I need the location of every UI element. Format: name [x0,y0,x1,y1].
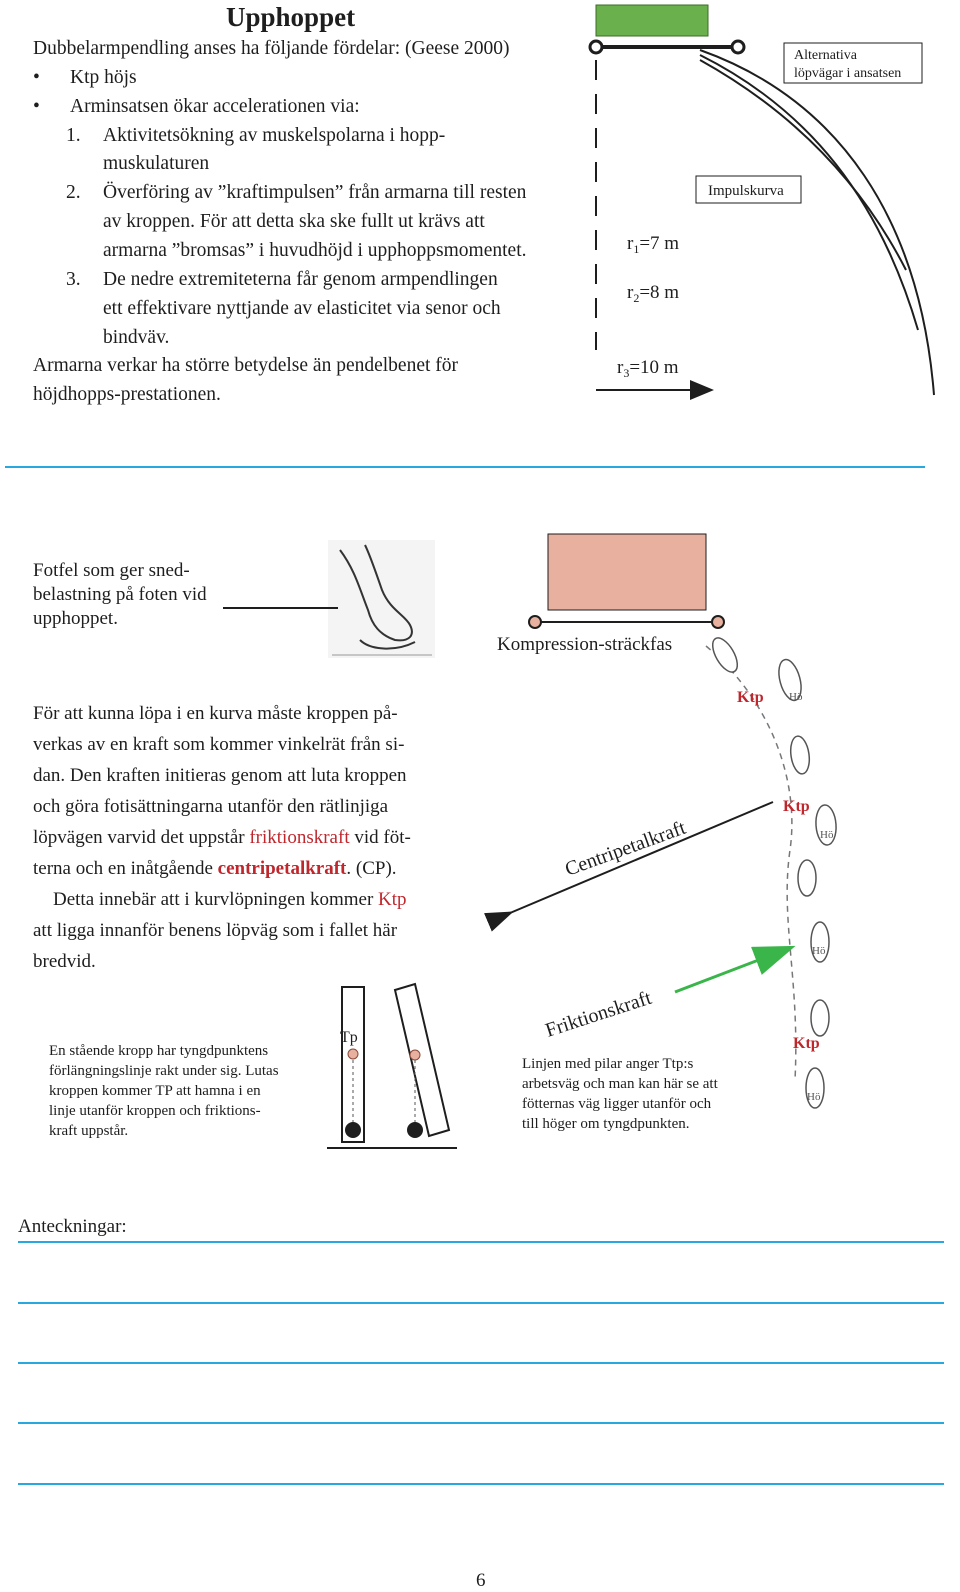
bullet-item: Ktp höjs [70,67,137,88]
stance-line: kroppen kommer TP att hamna i en [49,1083,261,1099]
list-number: 3. [66,269,81,290]
kurva-line: terna och en inåtgående centripetalkraft. (CP). [33,858,397,879]
bullet-item: Arminsatsen ökar accelerationen via: [70,96,360,117]
alt-label-line1: Alternativa [794,48,857,63]
list-item-line: De nedre extremiteterna får genom armpendlingen [103,269,498,290]
kurva-line: att ligga innanför benens löpväg som i fallet här [33,920,398,941]
tp-label: Tp [340,1029,358,1046]
kurva-line: bredvid. [33,951,96,972]
ktp-label: Ktp [793,1035,820,1052]
linjen-line: Linjen med pilar anger Ttp:s [522,1056,694,1072]
list-item-line: ett effektivare nyttjande av elasticitet via senor och [103,298,501,319]
kurva-line: löpvägen varvid det uppstår friktionskraft vid föt- [33,827,411,848]
footprint [708,634,743,676]
approach-curve-diagram [0,0,960,420]
curve-r3 [700,50,934,395]
stance-line: linje utanför kroppen och friktions- [49,1103,261,1119]
centripetal-arrow [510,802,773,913]
linjen-line: fötternas väg ligger utanför och [522,1096,712,1112]
bullet-marker: • [33,96,40,117]
landing-mat-2 [548,534,706,610]
footprint [788,735,811,775]
standard-right [732,41,744,53]
stance-caption [49,1041,305,1141]
stance-line: En stående kropp har tyngdpunktens [49,1043,269,1059]
list-item-line: Överföring av ”kraftimpulsen” från armarna till resten [103,182,527,203]
centripetal-term: centripetalkraft [217,858,347,879]
ho-label: Hö [812,945,826,957]
list-item-line: muskulaturen [103,153,210,174]
ktp-path [706,646,796,1080]
alt-label-line2: löpvägar i ansatsen [794,66,902,81]
list-number: 2. [66,182,81,203]
impuls-label: Impulskurva [708,183,784,199]
notes-line [18,1362,944,1364]
ho-label: Hö [807,1091,821,1103]
center-of-mass [348,1049,358,1059]
standard-left-2 [529,616,541,628]
conclusion-line: höjdhopps-prestationen. [33,384,221,405]
stance-line: förlängningslinje rakt under sig. Lutas [49,1063,279,1079]
landing-mat [596,5,708,36]
kompression-label: Kompression-sträckfas [497,634,673,655]
list-number: 1. [66,125,81,146]
radius-label-r1: $r_1=7$ m [627,233,680,256]
list-item-line: armarna ”bromsas” i huvudhöjd i upphoppsmomentet. [103,240,527,261]
bullet-marker: • [33,67,40,88]
list-item-line: av kroppen. För att detta ska ske fullt ut krävs att [103,211,485,232]
curve-r1 [700,60,906,270]
section-divider [5,466,925,468]
stance-line: kraft uppstår. [49,1123,129,1139]
kurva-line: För att kunna löpa i en kurva måste kroppen på- [33,703,398,724]
linjen-caption [522,1054,752,1134]
friction-arrow [675,948,790,992]
notes-line [18,1422,944,1424]
conclusion-line: Armarna verkar ha större betydelse än pendelbenet för [33,355,459,376]
leaning-body [395,984,449,1136]
ktp-term: Ktp [378,889,407,910]
radius-label-r3: $r_3=10$ m [617,357,679,380]
notes-line [18,1302,944,1304]
fotfel-line: upphoppet. [33,608,118,629]
friktion-label: Friktionskraft [542,986,655,1042]
standard-right-2 [712,616,724,628]
notes-line [18,1241,944,1243]
notes-line [18,1483,944,1485]
standard-left [590,41,602,53]
intro-text: Dubbelarmpendling anses ha följande fördelar: (Geese 2000) [33,38,510,59]
kurva-paragraph [33,698,446,977]
linjen-line: till höger om tyngdpunkten. [522,1116,690,1132]
ground-contact [345,1122,361,1138]
ktp-label: Ktp [737,689,764,706]
centripetal-label: Centripetalkraft [562,816,689,881]
page-number: 6 [476,1570,486,1591]
kurva-line: dan. Den kraften initieras genom att luta kroppen [33,765,407,786]
list-item-line: Aktivitetsökning av muskelspolarna i hopp- [103,125,446,146]
body-lean-diagram [325,980,460,1155]
kurva-line: verkas av en kraft som kommer vinkelrät från si- [33,734,405,755]
footprint [811,1000,829,1036]
kurva-line: och göra fotisättningarna utanför den rätlinjiga [33,796,389,817]
notes-label: Anteckningar: [18,1216,127,1237]
fotfel-line: Fotfel som ger sned- [33,560,190,581]
friction-term: friktionskraft [249,827,350,848]
list-item-line: bindväv. [103,327,170,348]
ho-label: Hö [789,691,803,703]
page-title: Upphoppet [226,2,356,32]
ktp-label: Ktp [783,798,810,815]
standing-body [342,987,364,1142]
fotfel-line: belastning på foten vid [33,584,207,605]
linjen-line: arbetsväg och man kan här se att [522,1076,718,1092]
radius-label-r2: $r_2=8$ m [627,282,680,305]
ground-contact [407,1122,423,1138]
kurva-line: Detta innebär att i kurvlöpningen kommer Ktp [53,889,407,910]
footprint [798,860,816,896]
center-of-mass [410,1050,420,1060]
ho-label: Hö [820,829,834,841]
